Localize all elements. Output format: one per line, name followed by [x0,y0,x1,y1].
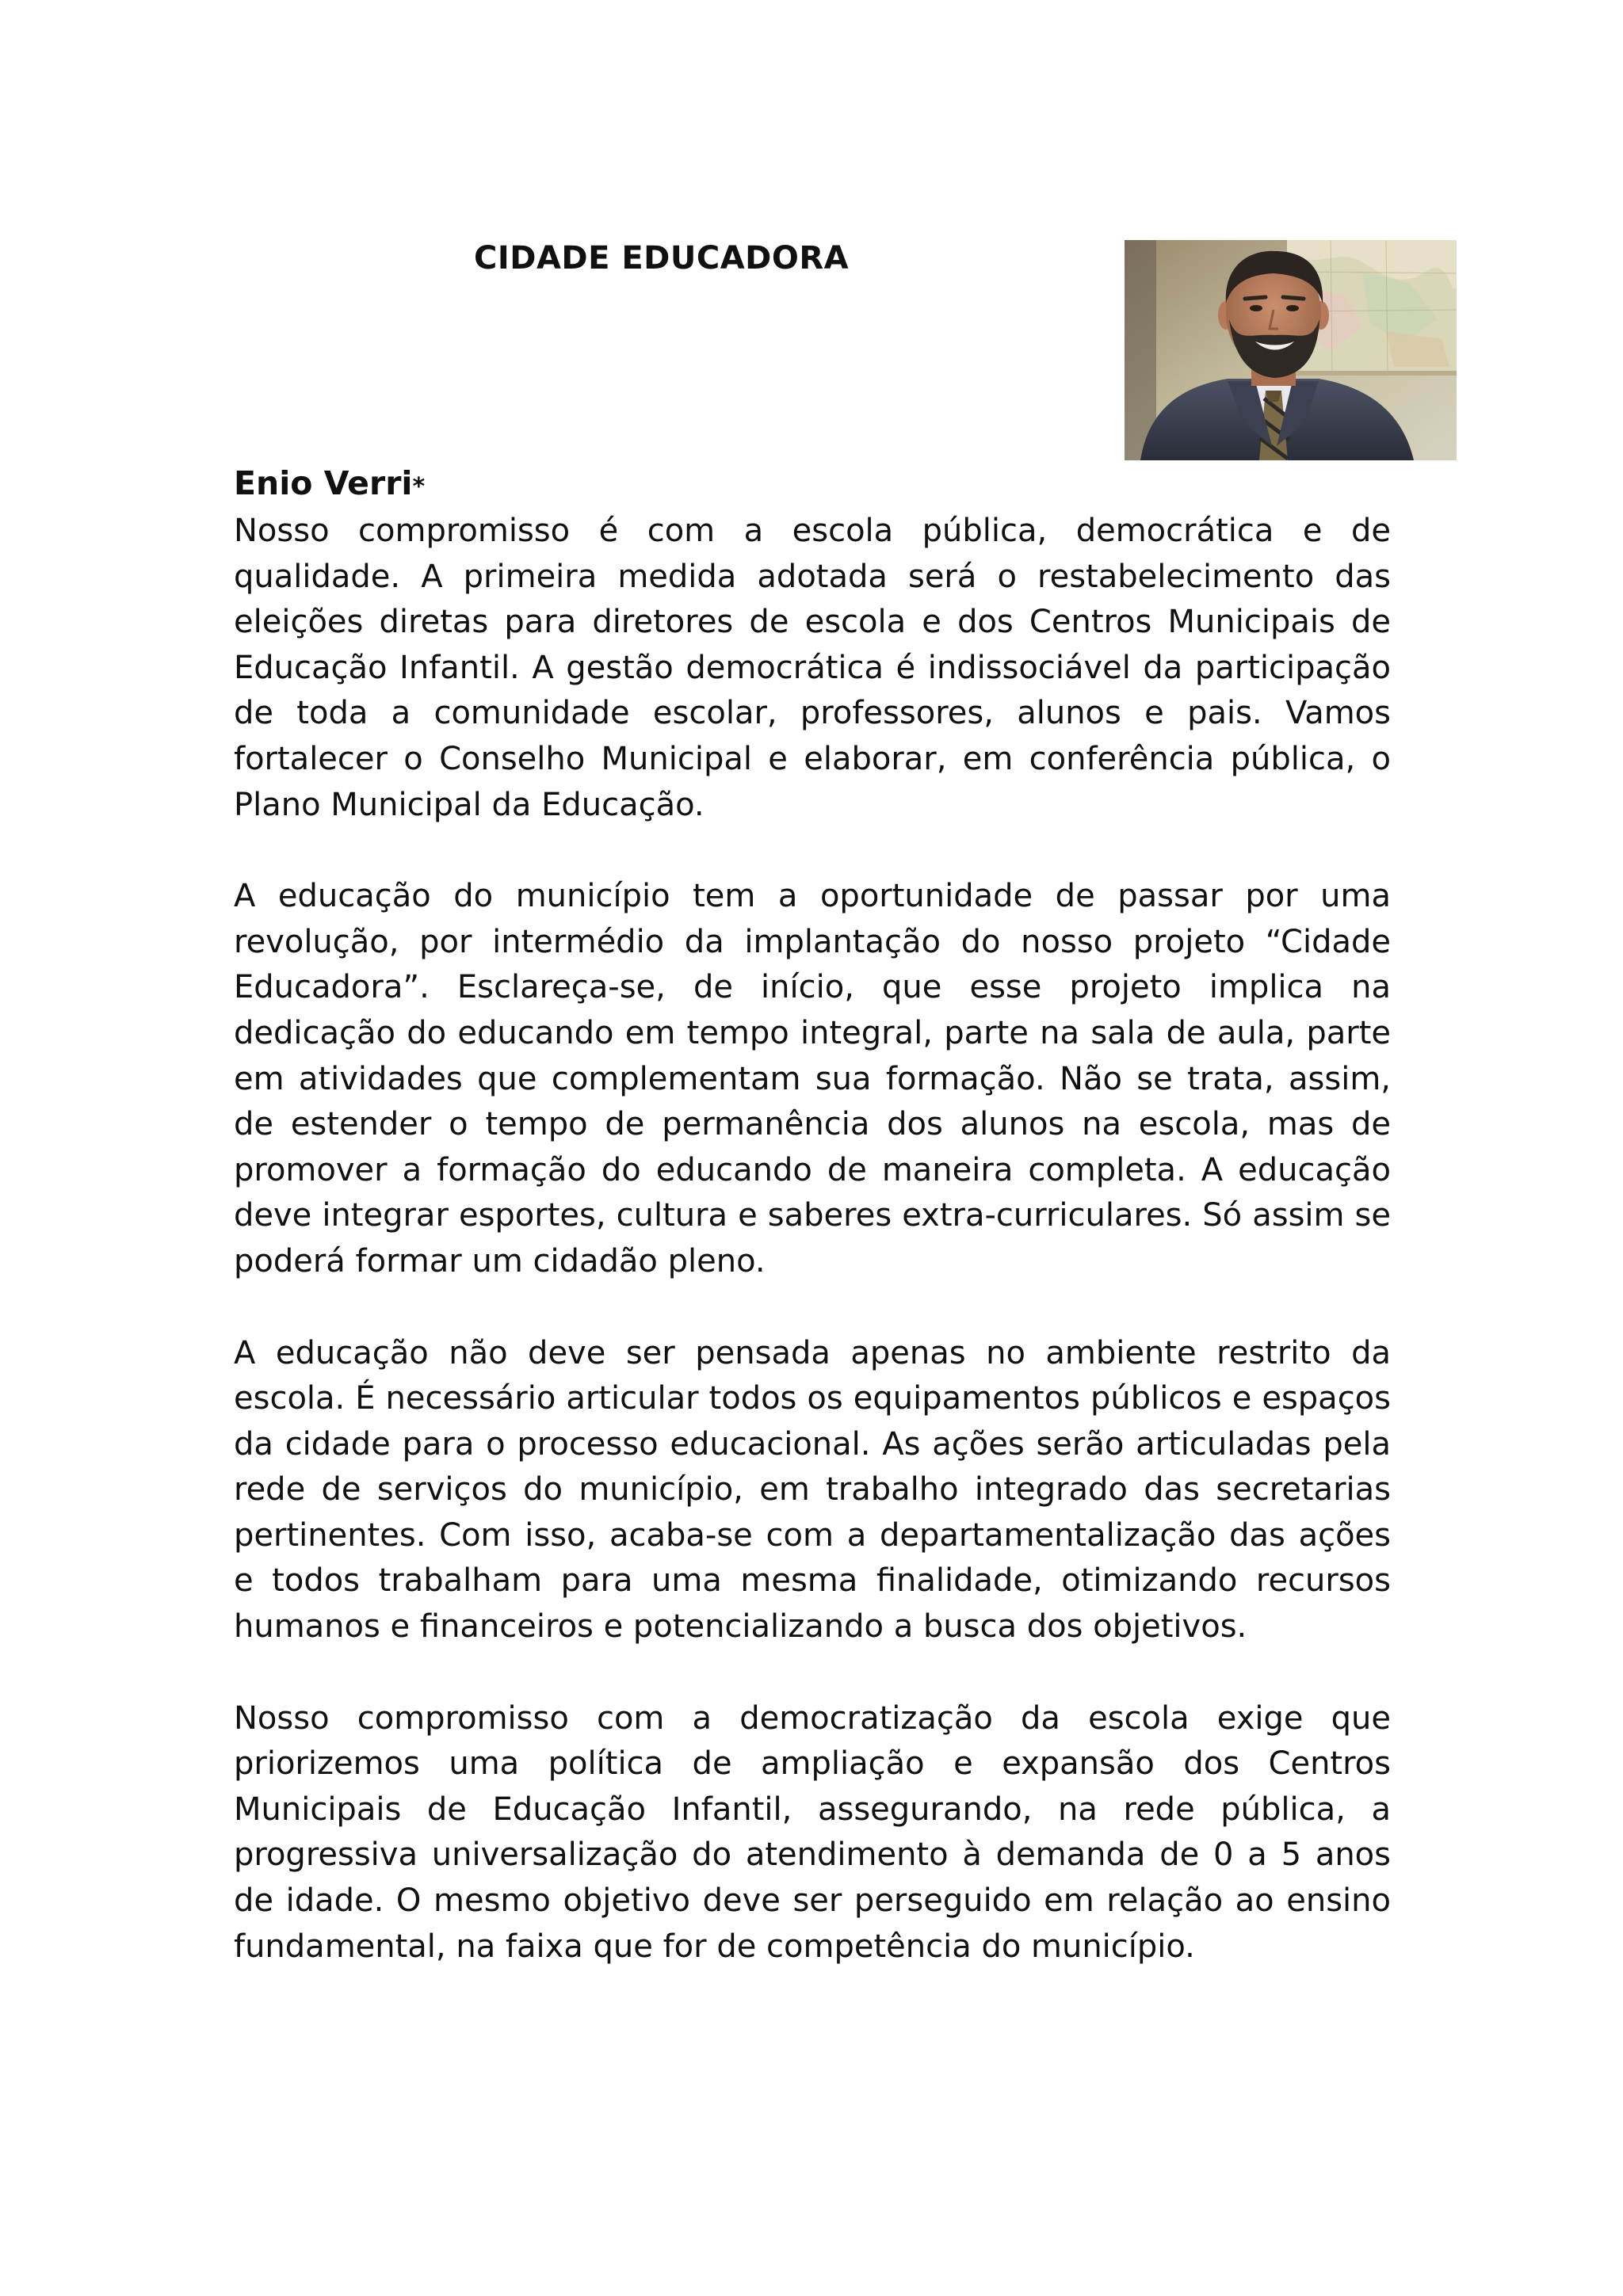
article-body [234,509,1391,1970]
document-title: CIDADE EDUCADORA [474,240,850,277]
paragraph: A educação não deve ser pensada apenas no ambiente restrito da escola. É necessário articular todos os equipamentos públicos e espaços da cidade para o processo educacional. As ações serão articuladas pela rede de serviços do município, em trabalho integrado das secretarias pertinentes. Com isso, acaba-se com a departamentalização das ações e todos trabalham para uma mesma finalidade, otimizando recursos humanos e financeiros e potencializando a busca dos objetivos. [234,1334,1391,1646]
paragraph: Nosso compromisso é com a escola pública, democrática e de qualidade. A primeira medida adotada será o restabelecimento das eleições diretas para diretores de escola e dos Centros Municipais de Educação Infantil. A gestão democrática é indissociável da participação de toda a comunidade escolar, professores, alunos e pais. Vamos fortalecer o Conselho Municipal e elaborar, em conferência pública, o Plano Municipal da Educação. [234,513,1391,823]
paragraph: A educação do município tem a oportunidade de passar por uma revolução, por intermédio da implantação do nosso projeto “Cidade Educadora”. Esclareça-se, de início, que esse projeto implica na dedicação do educando em tempo integral, parte na sala de aula, parte em atividades que complementam sua formação. Não se trata, assim, de estender o tempo de permanência dos alunos na escola, mas de promover a formação do educando de maneira completa. A educação deve integrar esportes, cultura e saberes extra-curriculares. Só assim se poderá formar um cidadão pleno. [234,878,1391,1280]
author-name [234,464,425,502]
paragraph: Nosso compromisso com a democratização da escola exige que priorizemos uma política de ampliação e expansão dos Centros Municipais de Educação Infantil, assegurando, na rede pública, a progressiva universalização do atendimento à demanda de 0 a 5 anos de idade. O mesmo objetivo deve ser perseguido em relação ao ensino fundamental, na faixa que for de competência do município. [234,1699,1391,1965]
author-footnote-mark: * [412,473,426,501]
author-name-text: Enio Verri [234,464,413,502]
author-photo [1125,240,1457,460]
